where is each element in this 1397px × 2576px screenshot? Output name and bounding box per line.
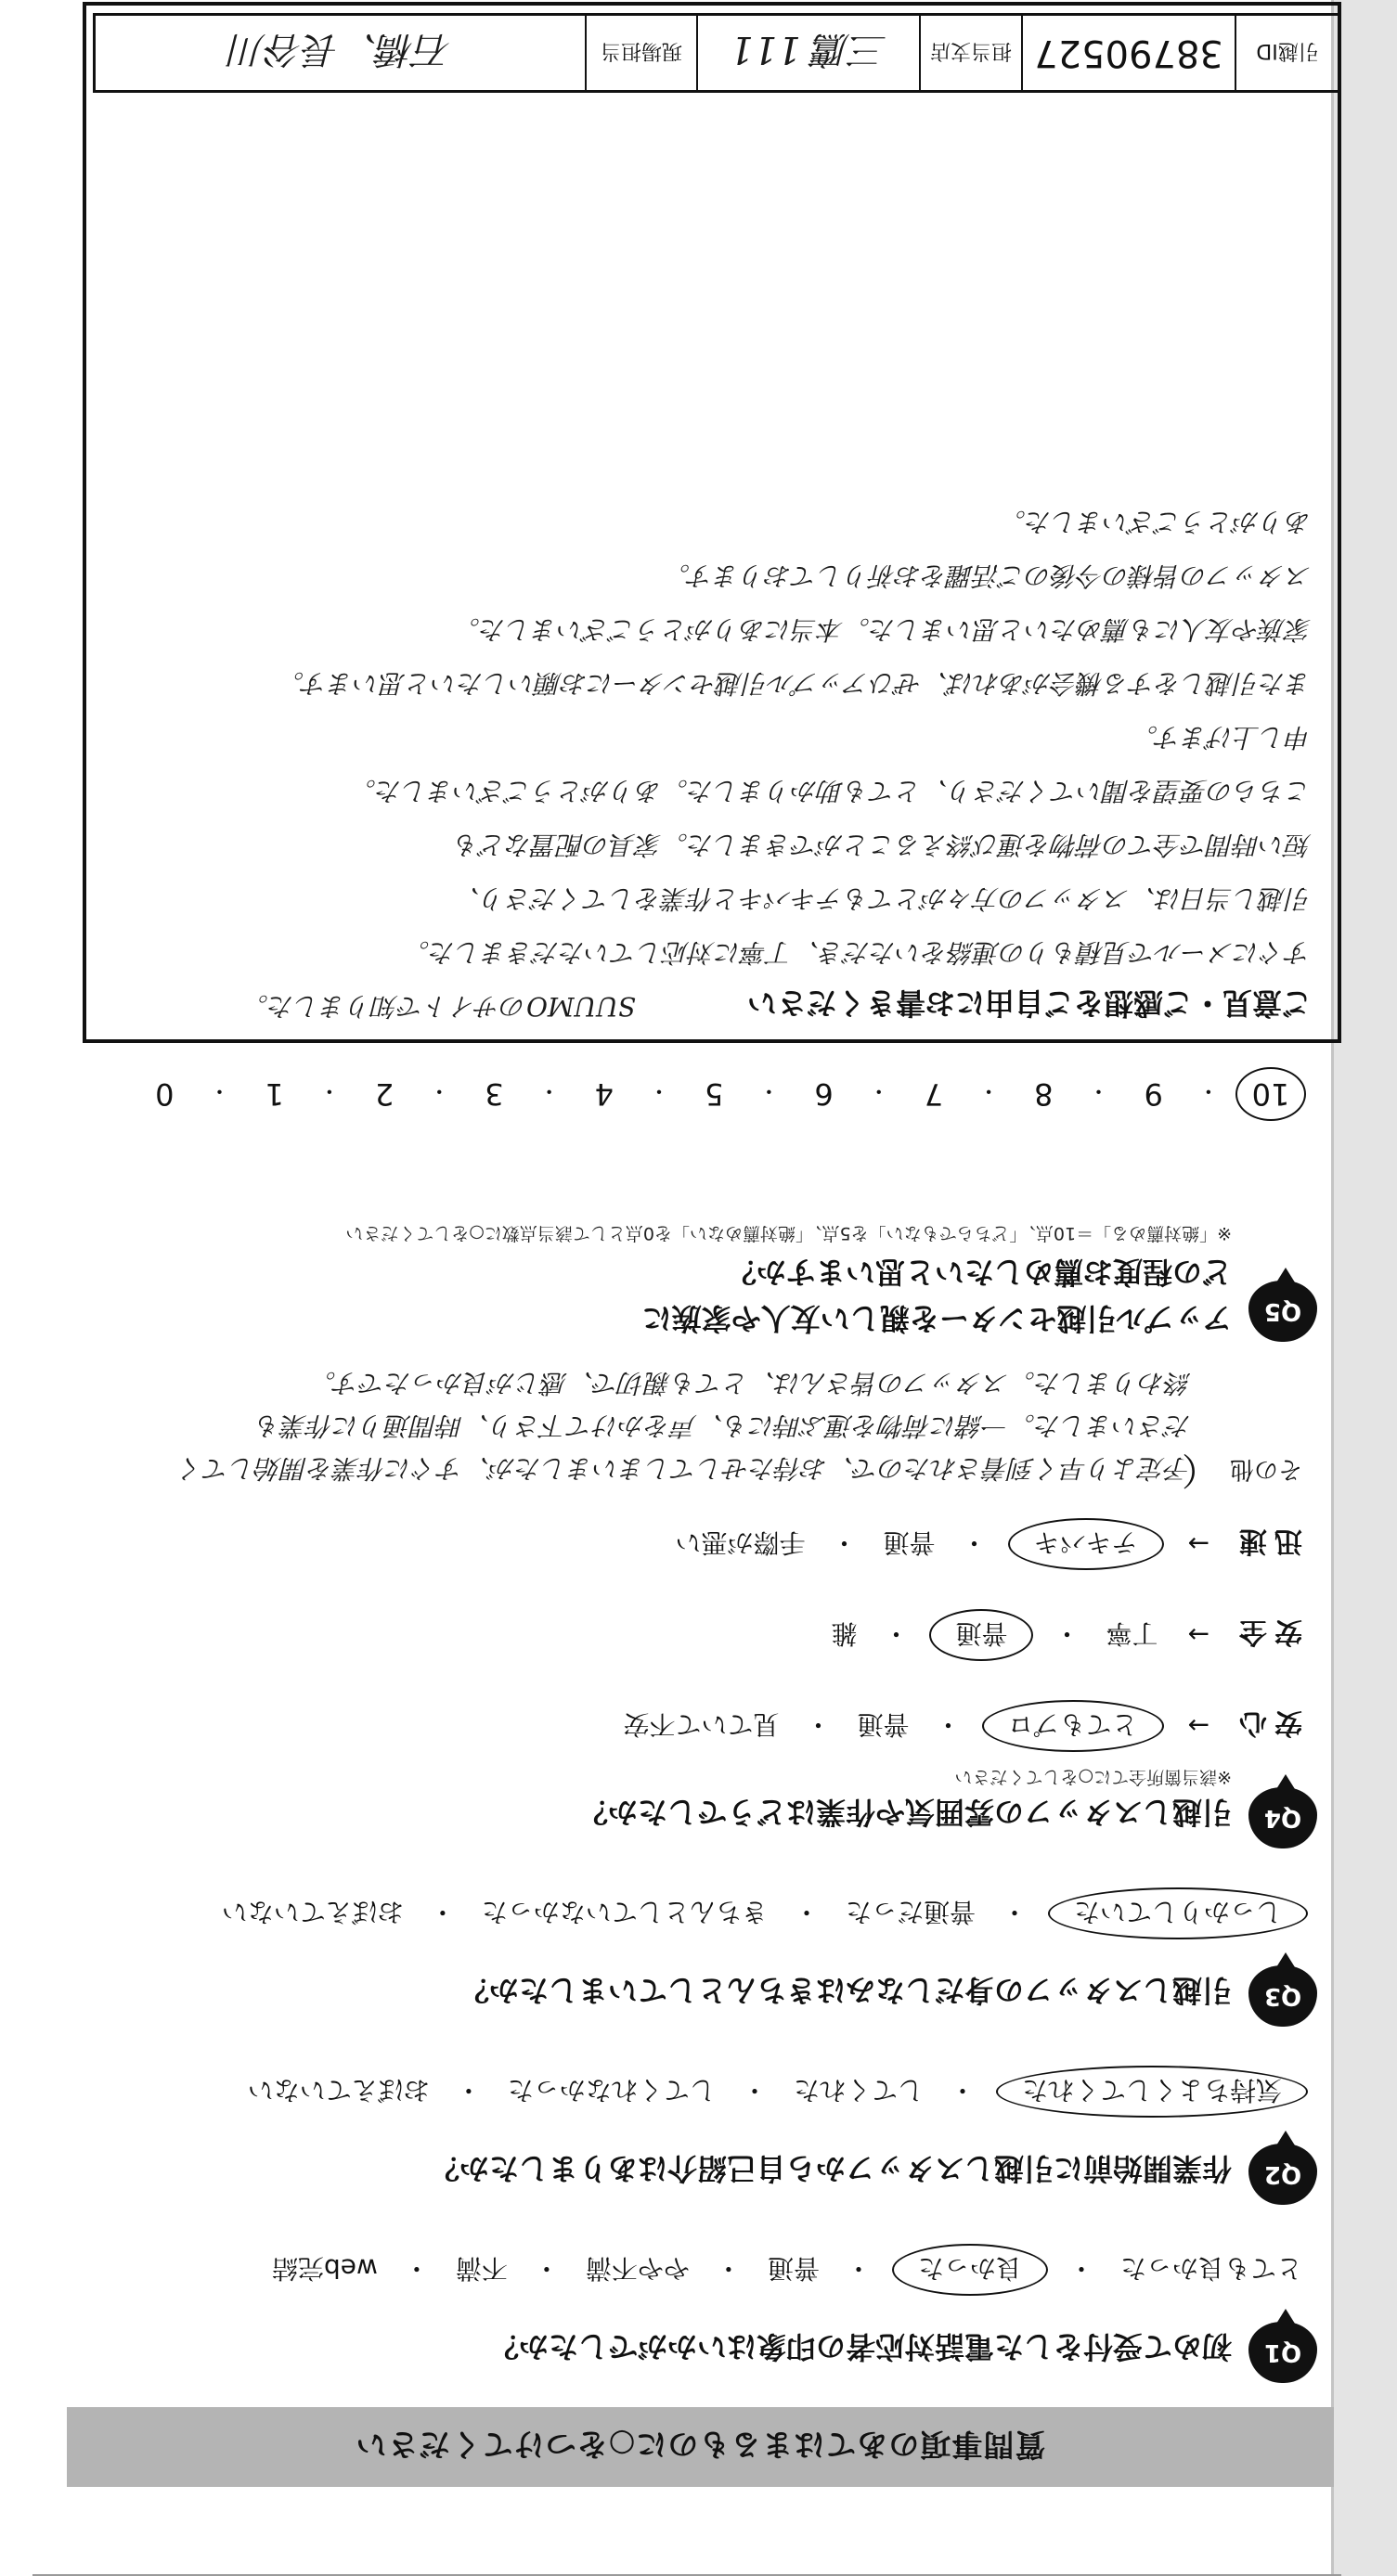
q1-option-somewhat-unsatisfied[interactable]: やや不満 [585,2253,690,2284]
q1-question: 初めて受付をした電話対応者の印象はいかがでしたか？ [488,2329,1232,2364]
q3-option-not-neat[interactable]: きちんとしていなかった [481,1897,768,1927]
info-staff-value: 石橋、長谷川 [96,16,587,90]
q4-badge-label: Q4 [1263,1804,1302,1832]
info-branch-label: 担当支店 [921,16,1023,90]
q4-row-jinsoku-label: 迅速 [1232,1525,1302,1557]
q5-scale-6[interactable]: 6 [814,1076,834,1112]
q2-question: 作業開始前に引越しスタッフから自己紹介はありましたか？ [429,2151,1232,2186]
q4-jinsoku-option-quick-selected[interactable]: テキパキ [1008,1518,1164,1570]
instruction-text: 質問事項のあてはまるものに○をつけてください [355,2427,1046,2464]
q1-badge [1248,2322,1317,2383]
info-branch-value: 三鷹 111 [698,16,921,90]
q3-badge [1248,1965,1317,2027]
q1-option-web-complete[interactable]: web完結 [271,2253,378,2284]
q4-anzen-option-normal-selected[interactable]: 普通 [929,1609,1033,1661]
q5-badge [1248,1281,1317,1342]
q2-option-did-not[interactable]: してくれなかった [507,2075,716,2106]
arrow-right-icon: → [1187,1528,1209,1560]
q5-scale-0[interactable]: 0 [155,1076,175,1112]
q1-option-very-good[interactable]: とても良かった [1119,2253,1302,2284]
q4-badge [1248,1787,1317,1848]
arrow-right-icon: → [1187,1710,1209,1742]
comment-line-10: ありがとうございました。 [999,507,1312,537]
q4-anshin-option-uneasy[interactable]: 見ていて不安 [623,1709,780,1740]
q1-options: とても良かった ・ 良かった ・ 普通 ・ やや不満 ・ 不満 ・ web完結 [266,2244,1308,2296]
comment-line-5: こちらの要望を聞いてくださり、とても助かりました。ありがとうございました。 [349,776,1312,806]
comment-line-3: 引越し当日は、スタッフの方々がとてもテキパキと作業をしてくださり、 [453,883,1312,914]
q5-note: ※「絶対薦める」＝10点、「どちらでもない」を5点、「絶対薦めない」を0点として該当点数に○をしてください [345,1223,1232,1243]
q3-question: 引越しスタッフの身だしなみはきちんとしていましたか？ [459,1973,1232,2008]
q1-option-unsatisfied[interactable]: 不満 [455,2253,508,2284]
q3-option-neat-selected[interactable]: しっかりしていた [1048,1887,1308,1939]
q5-scale-8[interactable]: 8 [1034,1076,1054,1112]
q5-scale-4[interactable]: 4 [594,1076,614,1112]
q5-scale-10-selected[interactable]: 10 [1235,1067,1306,1121]
q5-question-line-2: どの程度お薦めしたいと思いますか？ [726,1255,1232,1290]
q5-scale-2[interactable]: 2 [374,1076,395,1112]
comment-line-4: 短い時間で全ての荷物を運び終えることができました。家具の配置なども [453,830,1312,860]
q4-question: 引越しスタッフの雰囲気や作業はどうでしたか？ [577,1795,1232,1830]
comment-line-2: すぐにメールで見積もりの連絡をいただき、丁寧に対応していただきました。 [403,937,1312,968]
q4-row-anshin-label: 安心 [1232,1707,1302,1739]
info-id-label: 引越ID [1256,39,1319,63]
q4-row-anzen-label: 安全 [1232,1616,1302,1648]
q5-scale-7[interactable]: 7 [924,1076,944,1112]
q5-scale-5[interactable]: 5 [704,1076,724,1112]
comment-line-8: 家族や友人にも薦めたいと思いました。本当にありがとうございました。 [453,614,1312,645]
q4-other-paren: （ [1182,1449,1219,1491]
scan-shadow-strip [1334,0,1397,2576]
q5-scale: 10 ・ 9 ・ 8 ・ 7 ・ 6 ・ 5 ・ 4 ・ 3 ・ 2 ・ 1 ・ 0 [136,1067,1306,1121]
q1-badge-label: Q1 [1263,2338,1302,2366]
q4-row-jinsoku: 迅速 → テキパキ ・ 普通 ・ 手際が悪い [669,1518,1302,1570]
q2-options: 気持ちよくしてくれた ・ してくれた ・ してくれなかった ・ おぼえていない [242,2066,1308,2118]
q4-anzen-option-rough[interactable]: 雑 [831,1618,858,1649]
instruction-banner [67,2407,1334,2487]
comment-line-6: 申し上げます。 [1132,722,1312,753]
q4-other-line-3: 終わりました。スタッフの皆さんは、とても親切で、感じが良かったです。 [309,1368,1191,1398]
q4-anshin-option-pro-selected[interactable]: とてもプロ [982,1700,1164,1752]
comment-line-7: また引越しをする機会があれば、ぜひアップル引越センターにお願いしたいと思います。 [278,668,1312,699]
comment-line-1: SUUMOのサイトで知りました。 [241,991,636,1022]
q3-option-normal[interactable]: 普通だった [845,1897,976,1927]
comment-line-9: スタッフの皆様の今後のご活躍をお祈りしております。 [664,560,1312,591]
q4-note: ※該当箇所全てに○をしてください [954,1767,1232,1787]
q5-scale-3[interactable]: 3 [485,1076,504,1112]
q4-jinsoku-option-normal[interactable]: 普通 [883,1527,936,1558]
info-table [93,13,1341,93]
q2-option-dont-remember[interactable]: おぼえていない [247,2075,430,2106]
q4-other-label: その他 [1229,1455,1302,1483]
q4-row-anshin: 安心 → とてもプロ ・ 普通 ・ 見ていて不安 [617,1700,1302,1752]
q3-option-dont-remember[interactable]: おぼえていない [221,1897,404,1927]
arrow-right-icon: → [1187,1619,1209,1651]
q4-row-anzen: 安全 → 丁寧 ・ 普通 ・ 雑 [825,1609,1302,1661]
q1-option-normal[interactable]: 普通 [767,2253,820,2284]
q5-badge-label: Q5 [1263,1297,1302,1325]
q4-other-line-1: 予定より早く到着されたので、お待たせしてしまいましたが、すぐに作業を開始してく [177,1453,1191,1484]
q4-jinsoku-option-clumsy[interactable]: 手際が悪い [675,1527,806,1558]
q4-other-line-2: ださいました。一緒に荷物を運ぶ時にも、声をかけて下さり、時間通りに作業も [254,1410,1191,1441]
info-staff-label: 現場担当 [587,16,698,90]
q5-scale-1[interactable]: 1 [265,1076,284,1112]
q2-option-pleasant-selected[interactable]: 気持ちよくしてくれた [996,2066,1308,2118]
comment-title: ご意見・ご感想をご自由にお書きください [746,985,1312,1021]
q2-badge [1248,2144,1317,2205]
info-id-value: 38790527 [1023,16,1236,90]
q2-badge-label: Q2 [1263,2160,1302,2188]
q5-question-line-1: アップル引越センターを親しい友人や家族に [641,1301,1232,1336]
q4-anshin-option-normal[interactable]: 普通 [857,1709,910,1740]
q3-badge-label: Q3 [1263,1982,1302,2010]
q3-options: しっかりしていた ・ 普通だった ・ きちんとしていなかった ・ おぼえていない [216,1887,1308,1939]
q2-option-did[interactable]: してくれた [793,2075,924,2106]
q4-anzen-option-careful[interactable]: 丁寧 [1106,1618,1158,1649]
q1-option-good-selected[interactable]: 良かった [892,2244,1048,2296]
q5-scale-9[interactable]: 9 [1144,1076,1163,1112]
